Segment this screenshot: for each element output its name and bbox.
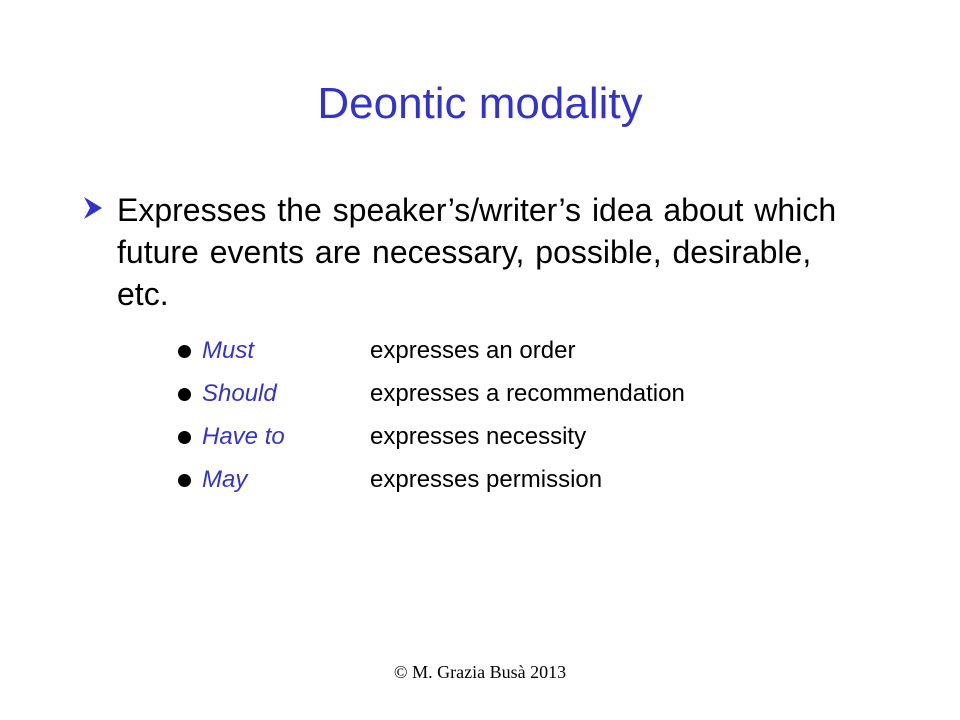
modal-meaning: expresses a recommendation: [370, 380, 685, 407]
dot-bullet-icon: [178, 431, 191, 444]
main-bullet-text: Expresses the speaker’s/writer’s idea about which future events are necessary, possible, desirable, etc.: [117, 192, 837, 312]
dot-bullet-icon: [178, 474, 191, 487]
list-item: [178, 376, 818, 419]
modal-verb-list: [178, 333, 818, 505]
modal-verb: May: [202, 466, 248, 493]
modal-meaning: expresses an order: [370, 337, 576, 364]
modal-verb: Should: [202, 380, 277, 407]
list-item: [178, 419, 818, 462]
dot-bullet-icon: [178, 345, 191, 358]
modal-meaning: expresses permission: [370, 466, 603, 493]
modal-verb: Must: [202, 337, 255, 364]
list-item: [178, 462, 818, 505]
modal-verb: Have to: [202, 423, 285, 450]
copyright-footer: © M. Grazia Busà 2013: [393, 662, 567, 682]
dot-bullet-icon: [178, 388, 191, 401]
slide-title: Deontic modality: [317, 79, 643, 128]
modal-meaning: expresses necessity: [370, 423, 587, 450]
arrow-bullet-icon: [82, 195, 104, 221]
list-item: [178, 333, 818, 376]
